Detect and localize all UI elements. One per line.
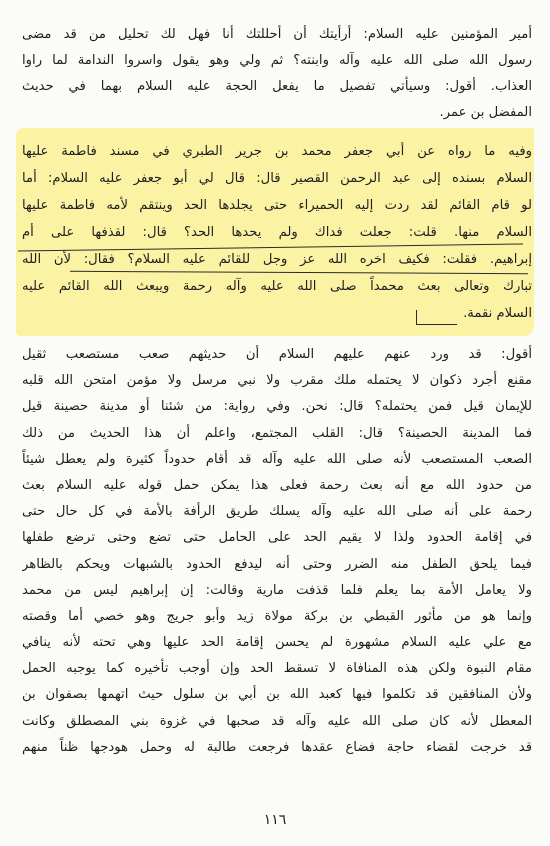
text-line: من حدود الله مع أنه بعث رحمة فعلى هذا يمكن حمل قوله عليه السلام بعث [22,477,532,493]
text-line: أقول: قد ورد عنهم عليهم السلام أن حديثهم صعب مستصعب ثقيل [22,347,532,362]
text-line: مع علي عليه السلام مشهورة لم يحسن إقامة الحد عليها وهي تحته لأنه ينافي [22,635,532,651]
text-line: أمير المؤمنين عليه السلام: أرأيتك أن أحللتك أنا فهل لك تحليل من قد مضى [22,27,532,42]
text-line: الصعب المستصعب لأنه صلى الله عليه وآله قد أقام حدوداً كثيرة ولم يعطل شيئاً [22,451,532,467]
text-line: فما المدينة الحصينة؟ قال: القلب المجتمع، واعلم أن هذا الحديث من ذلك [22,425,532,441]
top-paragraph [22,22,532,126]
text-line: قد خرجت لقضاء حاجة فضاع عقدها فرجعت طالبة له وحمل هودجها ظناً منهم [22,739,532,755]
text-line: للإيمان قيل فمن يحتمله؟ قال: نحن. وفي رواية: من شئنا أو مدينة حصينة قيل [22,399,532,415]
commentary-paragraph [22,342,532,761]
text-line: تبارك وتعالى بعث محمداً صلى الله عليه وآله رحمة ويبعث الله القائم عليه [22,279,532,294]
text-line: رحمة على أنه صلى الله عليه وآله يسلك طريق الرأفة بالأمة في كل حال حتى [22,504,532,520]
text-line: مقنع أجرد ذكوان لا يحتمله ملك مقرب ولا نبي مرسل ولا مؤمن امتحن الله قلبه [22,373,532,389]
text-line: ولا يعامل الأمة بما يعلم فلما قذفت مارية وقالت: إن إبراهيم ليس من محمد [22,582,532,598]
text-line: المفضل بن عمر. [439,105,532,120]
text-line: فيما يلحق الطفل منه الضرر وحتى أنه ليدفع الحدود بالشبهات ويحكم بالظاهر [22,556,532,572]
text-line: وإنما هو من مأثور القبطي بن بركة مولاة زيد وأبو جريج وهو خصي أما وقصته [22,608,532,624]
text-line: السلام بسنده إلى عبد الرحمن القصير قال: قال لي أبو جعفر عليه السلام: أما [22,171,532,186]
highlighted-paragraph [22,138,532,327]
text-line: العذاب. أقول: وسيأتي تفصيل ما يفعل الحجة عليه السلام بهما في حديث [22,79,532,94]
page-number: ١١٦ [263,812,287,828]
text-line: وفيه ما رواه عن أبي جعفر محمد بن جرير الطبري في مسند فاطمة عليها [22,144,532,159]
text-line: لو قام القائم لقد ردت إليه الحميراء حتى يجلدها الحد وينتقم لأمه فاطمة عليها [22,198,532,213]
pen-bracket-mark [416,310,457,325]
text-line: السلام نقمة. [463,306,532,321]
text-line: رسول الله صلى الله عليه وآله وابنته؟ ثم ولي وهو يقول واسروا الندامة لما راوا [22,53,532,68]
text-line: المعطل لأنه كان صلى الله عليه وآله قد صحبها في غزوة بني المصطلق وكانت [22,713,532,729]
text-line: في إقامة الحدود ولذا لا يقيم الحد على الحامل حتى تضع وحتى ترضع طفلها [22,530,532,546]
text-line: مقام النبوة ولكن هذه المنافاة لا تسقط الحد وإن أوجب تأخيره كما يوجبه الحمل [22,661,532,677]
text-line: السلام منها. قلت: جعلت فداك ولم يحدها الحد؟ قال: لقذفها على أم [22,225,532,240]
text-line: ولأن المنافقين قد تكلموا فيها كعبد الله بن أبي بن سلول حيث اتهمها بصفوان بن [22,687,532,703]
text-line: إبراهيم. فقلت: فكيف اخره الله عز وجل للقائم عليه السلام؟ فقال: لأن الله [22,252,532,267]
